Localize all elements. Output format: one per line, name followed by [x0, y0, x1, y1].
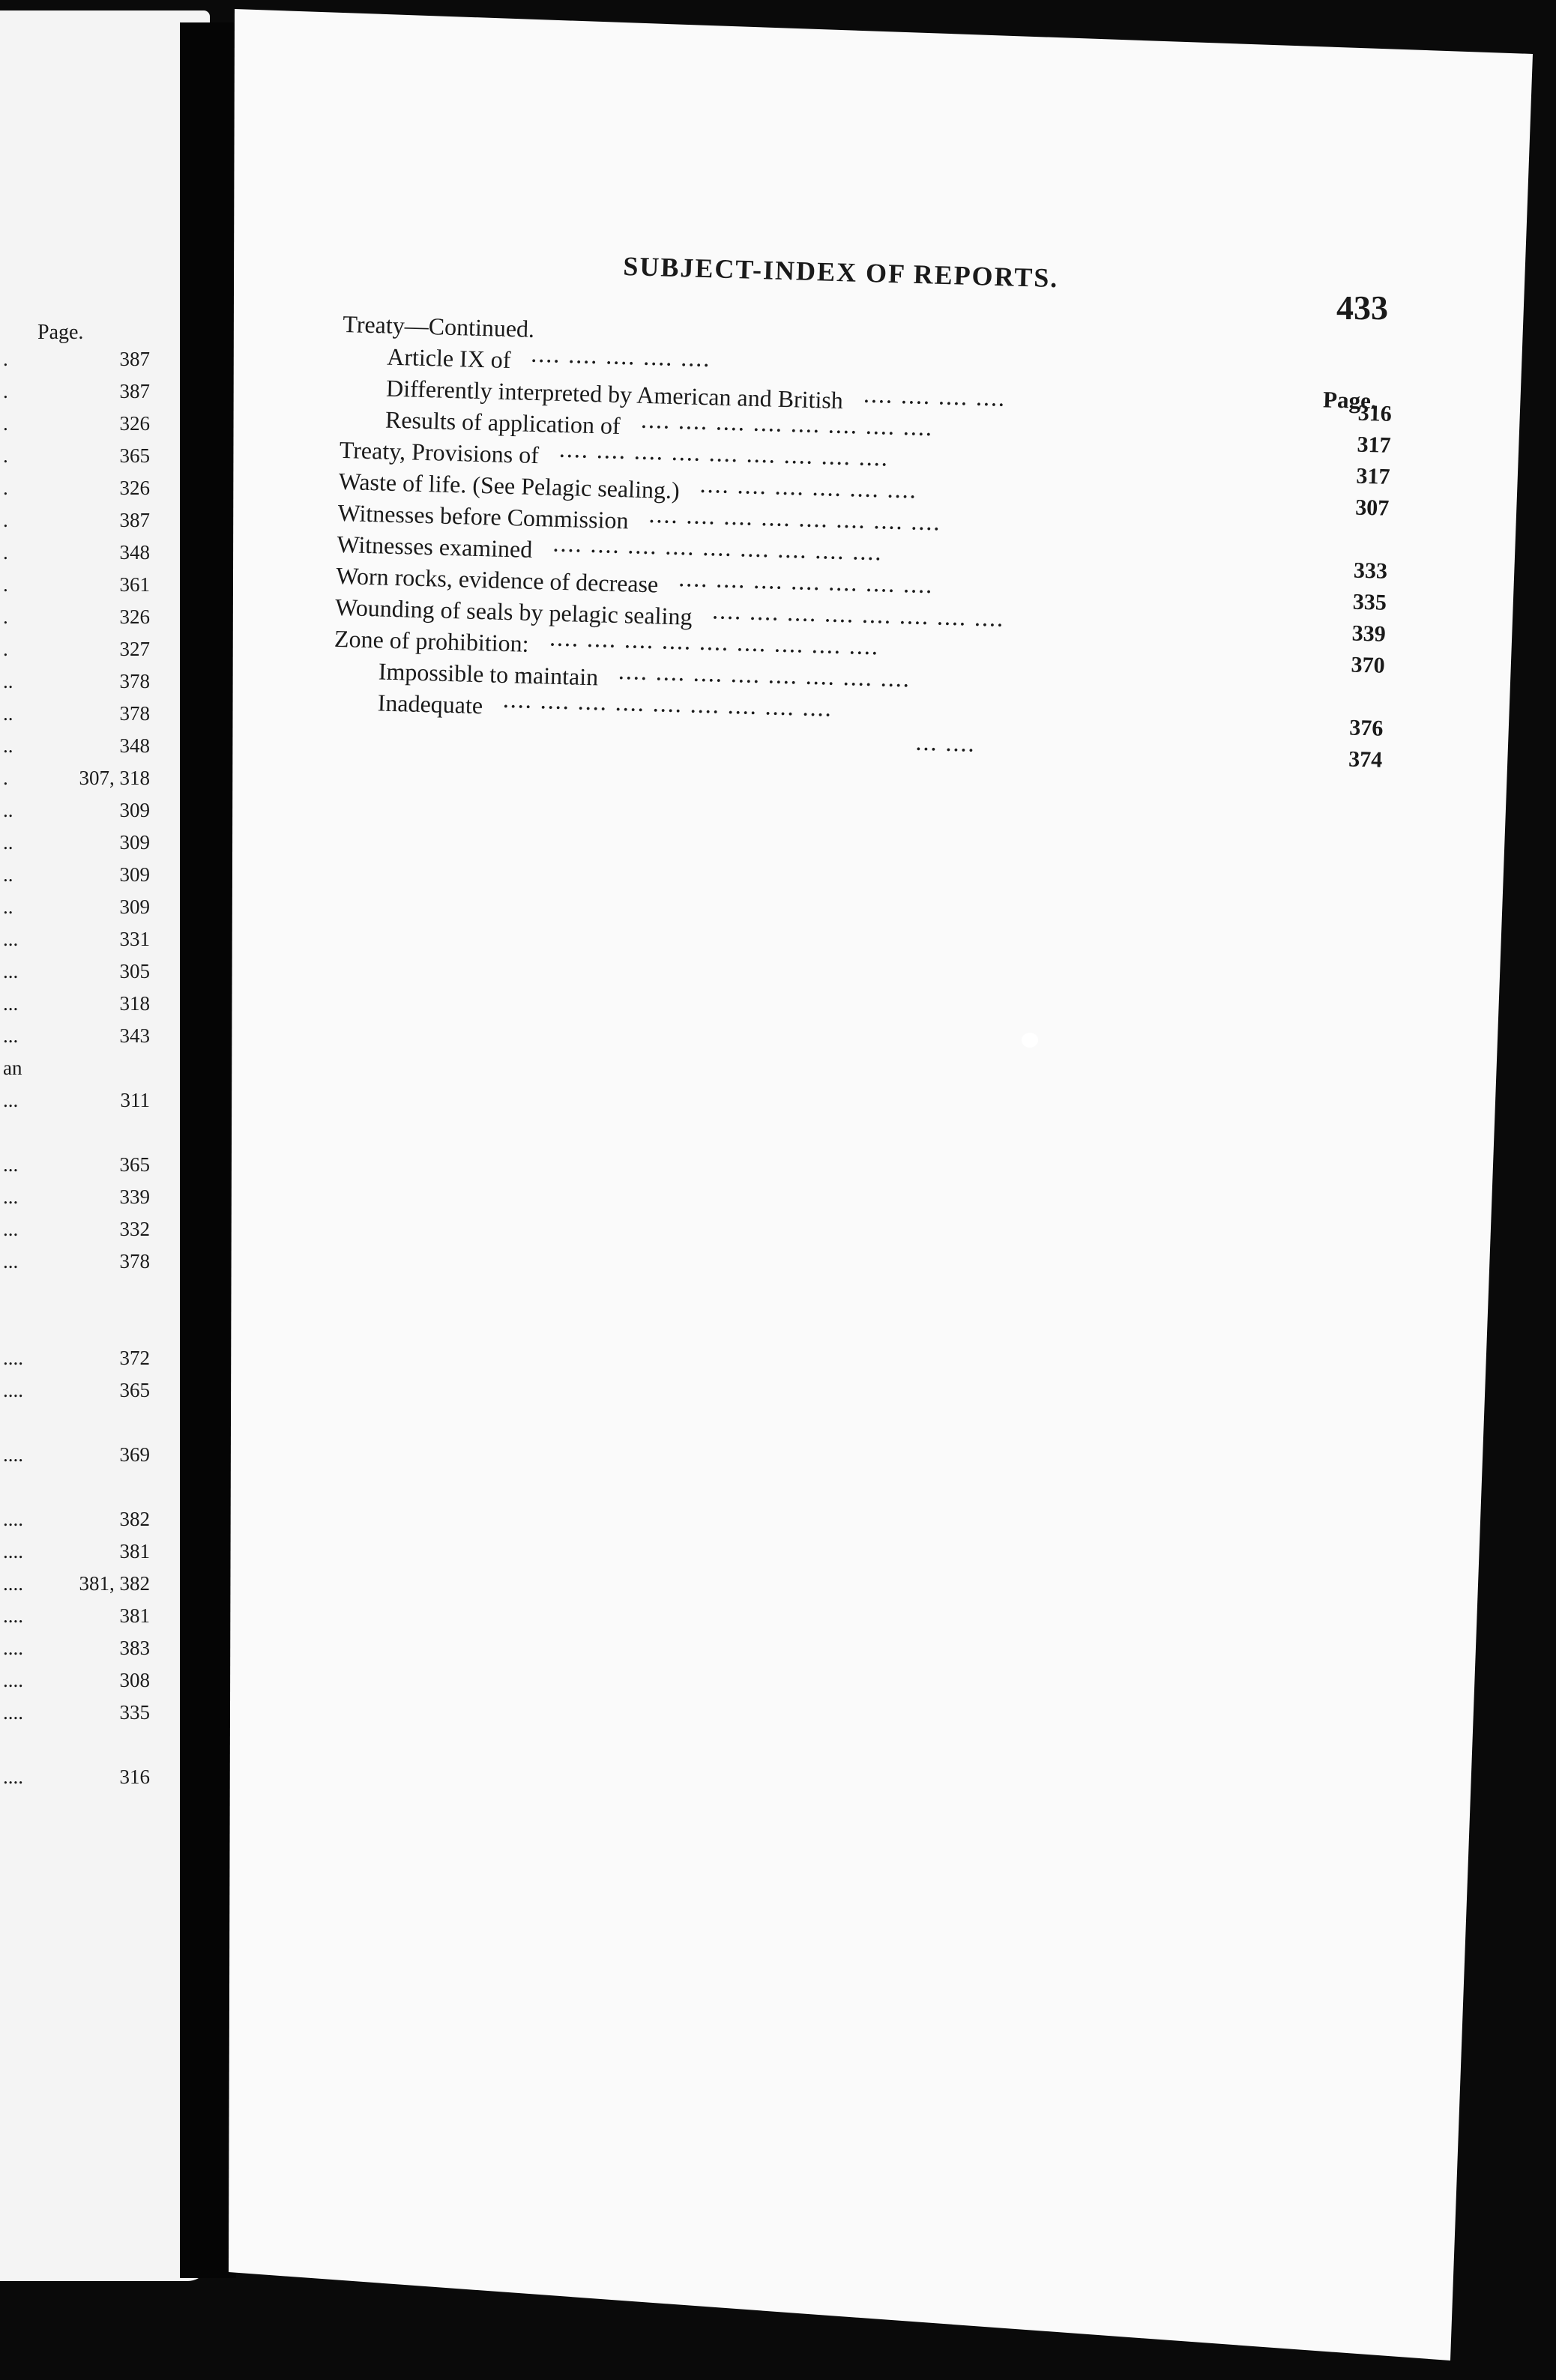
left-index-row: [0, 670, 202, 697]
entry-leader-dots: ... ....: [916, 734, 977, 757]
left-row-page: 378: [119, 1250, 150, 1272]
left-row-page: 382: [119, 1508, 150, 1530]
left-row-leader: ....: [3, 1701, 23, 1724]
left-row-page: 381: [119, 1604, 150, 1627]
entry-page-number: 307: [1354, 495, 1390, 521]
left-row-page: 327: [119, 638, 150, 660]
entry-leader-dots: .... .... .... .... .... ....: [700, 477, 918, 503]
left-row-page: 348: [119, 541, 150, 564]
left-row-leader: ..: [3, 863, 13, 886]
left-index-row: [0, 541, 202, 568]
left-row-leader: .: [3, 477, 8, 499]
left-row-page: 387: [119, 380, 150, 402]
entry-text: Worn rocks, evidence of decrease: [335, 561, 659, 598]
left-row-leader: ....: [3, 1540, 23, 1562]
entry-page-number: 339: [1351, 620, 1387, 647]
left-row-leader: .: [3, 380, 8, 402]
left-row-page: 343: [119, 1024, 150, 1047]
left-index-row: [0, 1411, 202, 1438]
left-row-leader: .: [3, 412, 8, 435]
entry-page-number: 317: [1357, 432, 1392, 458]
entry-leader-dots: .... .... .... .... .... .... .... .... ....: [553, 536, 884, 565]
left-row-page: 318: [119, 992, 150, 1015]
left-row-page: 372: [119, 1347, 150, 1369]
left-row-leader: .: [3, 573, 8, 596]
left-row-leader: an: [3, 1057, 22, 1079]
entry-leader-dots: .... .... .... .... .... .... .... ....: [712, 603, 1006, 632]
left-index-row: [0, 1766, 202, 1792]
left-index-row: [0, 1540, 202, 1567]
left-row-leader: ...: [3, 960, 19, 982]
left-row-page: 339: [119, 1186, 150, 1208]
left-row-page: 309: [119, 895, 150, 918]
left-row-leader: .: [3, 444, 8, 467]
left-index-row: [0, 1379, 202, 1406]
left-index-row: [0, 1476, 202, 1502]
entry-text: Results of application of: [385, 405, 621, 440]
left-index-row: [0, 1282, 202, 1309]
entry-text: Witnesses before Commission: [337, 498, 629, 534]
left-row-leader: .: [3, 348, 8, 370]
left-row-leader: ...: [3, 1186, 19, 1208]
left-row-page: 311: [120, 1089, 150, 1111]
left-row-leader: ...: [3, 992, 19, 1015]
left-row-page: 308: [119, 1669, 150, 1691]
left-index-row: [0, 1347, 202, 1374]
left-row-leader: ...: [3, 1153, 19, 1176]
left-row-leader: ...: [3, 1250, 19, 1272]
left-row-page: 309: [119, 831, 150, 854]
left-index-row: [0, 477, 202, 504]
left-index-row: [0, 1733, 202, 1760]
left-page-fragment: [0, 10, 210, 2281]
left-index-row: [0, 1314, 202, 1341]
left-index-row: [0, 1669, 202, 1696]
entry-page-number: 317: [1356, 463, 1390, 489]
left-row-page: 326: [119, 412, 150, 435]
left-row-leader: ....: [3, 1669, 23, 1691]
left-row-leader: .: [3, 509, 8, 531]
left-row-page: 383: [119, 1637, 150, 1659]
left-row-page: 387: [119, 348, 150, 370]
left-index-row: [0, 380, 202, 407]
left-row-leader: ..: [3, 895, 13, 918]
left-row-page: 326: [119, 605, 150, 628]
left-row-leader: ....: [3, 1443, 23, 1466]
entry-text: Treaty, Provisions of: [339, 435, 540, 469]
left-row-leader: .: [3, 541, 8, 564]
left-index-row: [0, 605, 202, 632]
left-row-page: 331: [119, 928, 150, 950]
left-index-row: [0, 1153, 202, 1180]
left-index-row: [0, 1508, 202, 1535]
left-row-leader: .: [3, 767, 8, 789]
entry-leader-dots: .... .... .... .... .... .... .... .... ....: [549, 630, 881, 659]
entry-leader-dots: .... .... .... .... .... .... .... .... ....: [503, 692, 834, 721]
left-index-row: [0, 444, 202, 471]
left-index-row: [0, 928, 202, 955]
entry-text: Inadequate: [377, 689, 483, 719]
left-row-page: 326: [119, 477, 150, 499]
left-index-row: [0, 863, 202, 890]
left-row-page: 365: [119, 444, 150, 467]
left-index-row: [0, 1121, 202, 1148]
left-row-page: 378: [119, 702, 150, 725]
left-index-row: [0, 1443, 202, 1470]
left-row-leader: ....: [3, 1637, 23, 1659]
left-row-page: 369: [119, 1443, 150, 1466]
left-row-page: 309: [119, 799, 150, 821]
entry-leader-dots: .... .... .... ....: [863, 387, 1007, 411]
page-title: SUBJECT-INDEX OF REPORTS.: [622, 250, 1059, 294]
left-row-leader: ..: [3, 799, 13, 821]
left-row-leader: ..: [3, 831, 13, 854]
left-index-row: [0, 1637, 202, 1664]
entry-text: Impossible to maintain: [378, 657, 599, 691]
left-row-page: 361: [119, 573, 150, 596]
left-row-page: 365: [119, 1153, 150, 1176]
left-index-row: [0, 348, 202, 375]
entry-text: Witnesses examined: [337, 530, 533, 563]
left-index-row: [0, 992, 202, 1019]
left-row-leader: .: [3, 605, 8, 628]
left-index-row: [0, 573, 202, 600]
left-index-row: [0, 1701, 202, 1728]
left-row-leader: ...: [3, 1218, 19, 1240]
left-index-row: [0, 895, 202, 922]
left-row-leader: ..: [3, 670, 13, 692]
left-row-page: 335: [119, 1701, 150, 1724]
page-number: 433: [1336, 289, 1388, 327]
left-index-row: [0, 1186, 202, 1212]
left-index-row: [0, 509, 202, 536]
left-index-row: [0, 734, 202, 761]
left-index-row: [0, 960, 202, 987]
entry-leader-dots: .... .... .... .... .... .... .... ....: [618, 664, 912, 692]
left-index-row: [0, 831, 202, 858]
left-row-leader: ...: [3, 1089, 19, 1111]
left-row-page: 381, 382: [79, 1572, 150, 1595]
left-row-leader: ....: [3, 1379, 23, 1401]
left-index-row: [0, 1057, 202, 1084]
left-index-row: [0, 1572, 202, 1599]
left-row-leader: ....: [3, 1508, 23, 1530]
left-row-leader: ...: [3, 1024, 19, 1047]
left-index-row: [0, 1250, 202, 1277]
left-index-row: [0, 799, 202, 826]
left-row-leader: ....: [3, 1604, 23, 1627]
left-row-page: 332: [119, 1218, 150, 1240]
entry-leader-dots: .... .... .... .... .... .... .... ....: [641, 412, 935, 441]
left-row-leader: ..: [3, 702, 13, 725]
entry-page-number: 316: [1357, 400, 1393, 426]
entry-text: Wounding of seals by pelagic sealing: [334, 593, 693, 630]
left-row-leader: ...: [3, 928, 19, 950]
entry-leader-dots: .... .... .... .... .... .... .... ....: [649, 507, 942, 535]
entry-text: Differently interpreted by American and British: [385, 374, 844, 414]
entry-leader-dots: .... .... .... .... .... .... ....: [678, 571, 935, 598]
entry-page-number: 335: [1352, 589, 1387, 615]
left-row-page: 378: [119, 670, 150, 692]
left-index-row: [0, 1024, 202, 1051]
entry-page-number: 376: [1348, 715, 1384, 741]
left-row-leader: ..: [3, 734, 13, 757]
entry-page-number: 333: [1353, 558, 1388, 584]
left-row-leader: ....: [3, 1766, 23, 1788]
book-gutter: [180, 22, 236, 2278]
left-row-page: 316: [119, 1766, 150, 1788]
entry-leader-dots: .... .... .... .... .... .... .... .... ....: [559, 441, 890, 471]
left-row-page: 307, 318: [79, 767, 150, 789]
left-row-page: 348: [119, 734, 150, 757]
entry-page-number: 370: [1351, 652, 1386, 678]
entry-text: Waste of life. (See Pelagic sealing.): [338, 467, 681, 504]
left-row-page: 365: [119, 1379, 150, 1401]
left-row-leader: ....: [3, 1347, 23, 1369]
left-index-row: [0, 767, 202, 794]
left-index-row: [0, 702, 202, 729]
paper-speck: [1022, 1033, 1038, 1048]
left-row-page: 309: [119, 863, 150, 886]
entry-text: Zone of prohibition:: [334, 624, 530, 657]
left-page-header: Page.: [37, 321, 84, 344]
left-row-page: 305: [119, 960, 150, 982]
entry-text: Treaty—Continued.: [342, 309, 535, 342]
entry-text: Article IX of: [386, 342, 511, 374]
page-column-header: Page.: [1322, 386, 1378, 414]
left-row-page: 381: [119, 1540, 150, 1562]
left-row-page: 387: [119, 509, 150, 531]
left-index-row: [0, 1218, 202, 1245]
entry-page-number: 374: [1348, 746, 1383, 773]
left-index-row: [0, 1604, 202, 1631]
left-index-row: [0, 1089, 202, 1116]
left-row-leader: .: [3, 638, 8, 660]
left-row-leader: ....: [3, 1572, 23, 1595]
left-index-row: [0, 412, 202, 439]
entry-leader-dots: .... .... .... .... ....: [531, 346, 712, 372]
left-index-row: [0, 638, 202, 665]
